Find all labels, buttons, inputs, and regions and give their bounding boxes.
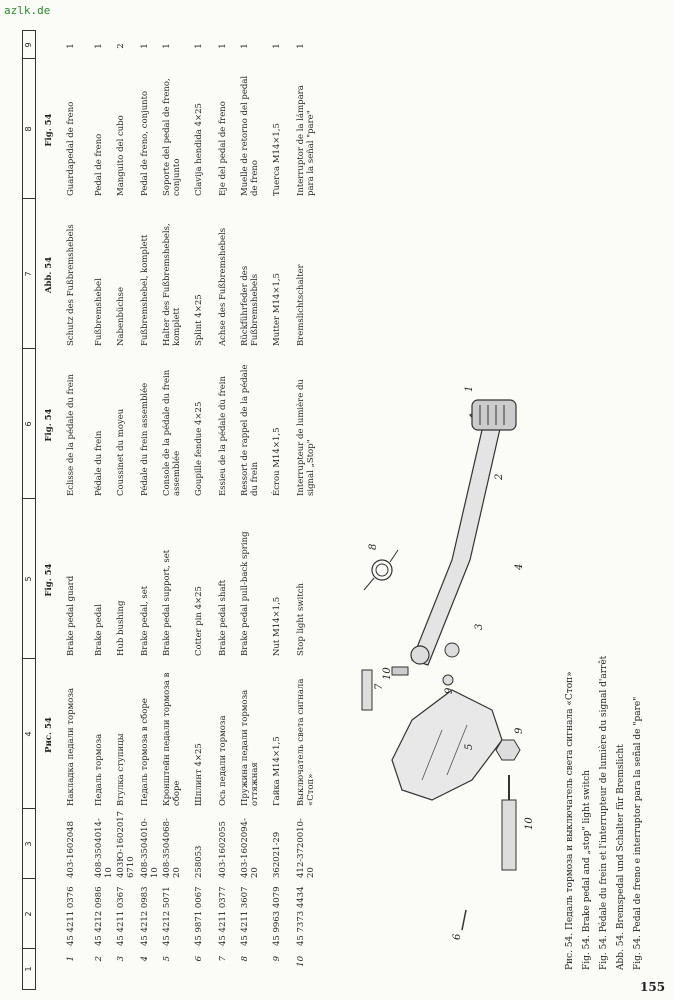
row-8-fr: Ressort de rappel de la pédale du frein [240,364,260,496]
row-7-es: Eje del pedal de freno [218,101,228,196]
row-10-qty: 1 [296,43,306,49]
row-2-fr: Pédale du frein [94,430,104,496]
row-5-ru: Кронштейн педали тормоза в сборе [162,672,182,806]
row-8-qty: 1 [240,43,250,49]
row-3-de: Nabenbüchse [116,287,126,346]
row-9-es: Tuerca M14×1,5 [272,123,282,196]
row-1-qty: 1 [66,43,76,49]
row-10-part: 412-3720010-20 [296,818,316,878]
row-10-ru: Выключатель света сигнала «Стоп» [296,678,316,806]
callout-2: 2 [494,473,505,480]
ruler-col-4: 4 [23,658,35,809]
row-9-en: Nut M14×1,5 [272,596,282,656]
ruler-col-6: 6 [23,348,35,499]
brake-pedal-drawing [411,405,502,665]
row-2-qty: 1 [94,43,104,49]
ruler-col-2: 2 [23,878,35,949]
callout-1: 1 [464,385,475,392]
row-4-ru: Педаль тормоза в сборе [140,698,150,806]
row-6-qty: 1 [194,43,204,49]
row-1-en: Brake pedal guard [66,575,76,656]
row-4-es: Pedal de freno, conjunto [140,90,150,196]
ruler-col-5: 5 [23,498,35,659]
row-3-fr: Coussinet du moyeu [116,408,126,496]
row-2-en: Brake pedal [94,604,104,656]
row-7-en: Brake pedal shaft [218,579,228,656]
row-8-en: Brake pedal pull-back spring [240,531,250,656]
row-1-fr: Eclisse de la pédale du frein [66,373,76,496]
header-es: Fig. 54 [44,113,54,147]
callout-5: 5 [464,743,475,750]
row-9-ru: Гайка М14×1,5 [272,736,282,806]
row-4-en: Brake pedal, set [140,585,150,656]
header-fr: Fig. 54 [44,408,54,442]
row-10-en: Stop light switch [296,583,306,656]
callout-7: 7 [374,683,385,690]
brake-pedal-illustration [352,370,562,990]
row-5-de: Halter des Fußbremshebels, komplett [162,223,182,346]
header-de: Abb. 54 [44,256,54,294]
callout-3: 3 [474,623,485,630]
pedal-support-drawing [392,690,502,800]
row-6-fr: Goupille fendue 4×25 [194,401,204,496]
row-2-code: 45 4212 0986 [94,886,104,946]
row-6-n: 6 [194,956,204,962]
row-5-part: 408-3504068-20 [162,818,182,878]
parts-sheet [22,30,672,990]
row-4-part: 408-3504010-10 [140,818,160,878]
row-3-code: 45 4211 0367 [116,886,126,946]
row-4-code: 45 4212 0983 [140,886,150,946]
row-1-n: 1 [66,956,76,962]
row-2-part: 408-3504014-10 [94,818,114,878]
header-ru: Рис. 54 [44,717,54,753]
row-1-de: Schutz des Fußbremshebels [66,224,76,346]
row-10-de: Bremslichtschalter [296,264,306,346]
row-6-ru: Шплинт 4×25 [194,743,204,806]
row-6-en: Cotter pin 4×25 [194,586,204,656]
row-4-n: 4 [140,956,150,962]
row-10-code: 45 7373 4434 [296,886,306,946]
callout-9: 9 [444,687,455,694]
ruler-col-1: 1 [23,948,35,989]
hub-bushing-drawing [443,643,459,685]
spring-drawing [364,550,398,590]
ruler-col-8: 8 [23,58,35,199]
site-watermark: azlk.de [4,4,51,17]
row-7-qty: 1 [218,43,228,49]
callout-8: 8 [368,543,379,550]
row-9-part: 362021-29 [272,831,282,878]
row-10-fr: Interrupteur de lumière du signal „Stop" [296,379,316,496]
row-7-code: 45 4211 0377 [218,886,228,946]
row-3-es: Manguito del cubo [116,115,126,196]
row-8-code: 45 4211 3607 [240,886,250,946]
row-6-de: Splint 4×25 [194,294,204,346]
row-8-n: 8 [240,956,250,962]
row-5-n: 5 [162,956,172,962]
caption-de: Abb. 54. Bremspedal und Schalter für Bremslicht [616,744,626,970]
row-3-en: Hub bushing [116,600,126,656]
page-number: 155 [640,980,666,994]
cotter-pin-drawing [462,910,466,930]
callout-10-switch: 10 [524,817,535,830]
row-9-n: 9 [272,956,282,962]
row-8-es: Muelle de retorno del pedal de freno [240,75,260,196]
row-5-qty: 1 [162,43,172,49]
pedal-guard-drawing [472,400,516,430]
row-9-de: Mutter M14×1,5 [272,273,282,346]
row-6-part: 258053 [194,845,204,878]
row-8-de: Rückführfeder des Fußbremshebels [240,265,260,346]
row-7-n: 7 [218,956,228,962]
ruler-col-9: 9 [24,42,33,48]
row-7-ru: Ось педали тормоза [218,715,228,806]
caption-en: Fig. 54. Brake pedal and „stop" light switch [582,770,592,970]
row-10-es: Interruptor de la lámpara para la señal "pare" [296,85,316,196]
row-8-ru: Пружина педали тормоза оттяжная [240,689,260,806]
figure-captions [562,530,647,970]
row-2-de: Fußbremshebel [94,278,104,346]
row-7-de: Achse des Fußbremshebels [218,227,228,346]
callout-9-nut: 9 [514,727,525,734]
row-3-qty: 2 [116,43,126,49]
row-1-part: 403-1602048 [66,821,76,878]
row-3-part: 403Ю-1602017 6710 [116,810,136,878]
row-9-qty: 1 [272,43,282,49]
row-1-es: Guardapedal de freno [66,101,76,196]
row-5-fr: Console de la pédale du frein assemblée [162,369,182,496]
row-1-code: 45 4211 0376 [66,886,76,946]
row-2-ru: Педаль тормоза [94,733,104,806]
row-5-en: Brake pedal support, set [162,549,172,656]
column-ruler [22,30,36,990]
row-6-code: 45 9871 0067 [194,886,204,946]
ruler-col-7: 7 [23,198,35,349]
row-2-n: 2 [94,956,104,962]
row-4-qty: 1 [140,43,150,49]
row-8-part: 403-1602094-20 [240,818,260,878]
row-5-es: Soporte del pedal de freno, conjunto [162,78,182,196]
row-4-de: Fußbremshebel, komplett [140,234,150,346]
row-4-fr: Pédale du frein assemblée [140,382,150,496]
pedal-shaft-drawing [362,670,372,710]
row-2-es: Pedal de freno [94,133,104,196]
row-7-fr: Essieu de la pédale du frein [218,376,228,496]
caption-ru: Рис. 54. Педаль тормоза и выключатель света сигнала «Стоп» [565,671,575,970]
row-3-ru: Втулка ступицы [116,733,126,806]
callout-6: 6 [452,933,463,940]
row-5-code: 45 4212 5071 [162,886,172,946]
callout-10: 10 [382,667,393,680]
caption-es: Fig. 54. Pedal de freno e interruptor para la señal de "pare" [633,696,643,970]
row-7-part: 403-1602055 [218,821,228,878]
callout-4: 4 [514,563,525,570]
row-9-code: 45 9963 4079 [272,886,282,946]
row-1-ru: Накладка педали тормоза [66,687,76,806]
row-6-es: Clavija hendida 4×25 [194,103,204,196]
row-10-n: 10 [296,956,306,967]
row-3-n: 3 [116,956,126,962]
caption-fr: Fig. 54. Pédale du frein et l'interrupteur de lumière du signal d'arrêt [599,655,609,970]
header-en: Fig. 54 [44,563,54,597]
row-9-fr: Écrou M14×1,5 [272,427,282,496]
ruler-col-3: 3 [23,808,35,879]
